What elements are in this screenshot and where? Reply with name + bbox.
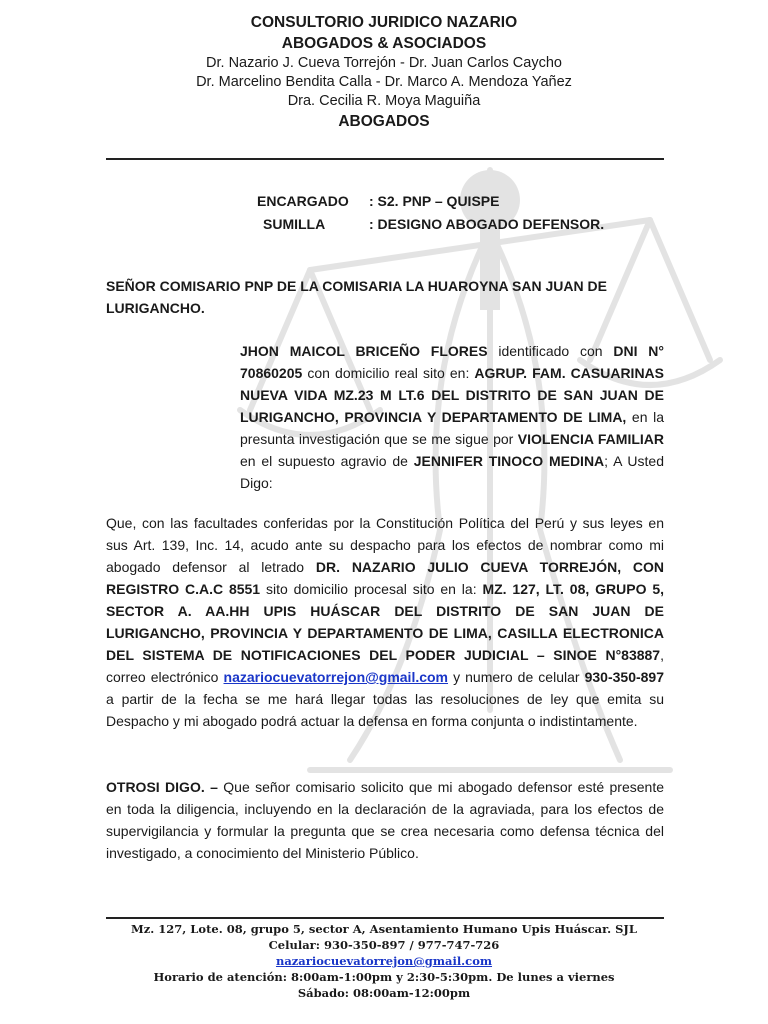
firm-name: CONSULTORIO JURIDICO NAZARIO [250, 14, 518, 31]
crime: VIOLENCIA FAMILIAR [517, 431, 664, 447]
email-link[interactable]: nazariocuevatorrejon@gmail.com [223, 669, 449, 685]
text: Que, con las facultades conferidas por la Constitución Política del Perú y sus leyes en sus Art. 139, Inc. 14, acudo ante su despacho para los efectos de nombrar como mi abogado defensor al letrado [106, 515, 664, 575]
party-name: JHON MAICOL BRICEÑO FLORES [240, 343, 488, 359]
party-dni: DNI N° 70860205 [240, 343, 664, 381]
party-address: AGRUP. FAM. CASUARINAS NUEVA VIDA MZ.23 M LT.6 DEL DISTRITO DE SAN JUAN DE LURIGANCHO, PROVINCIA Y DEPARTAMENTO DE LIMA, [240, 365, 665, 425]
footer-saturday: Sábado: 08:00am-12:00pm [297, 986, 471, 1000]
encargado-label: ENCARGADO [257, 193, 349, 209]
footer-phones: Celular: 930-350-897 / 977-747-726 [268, 938, 500, 952]
procedural-address: MZ. 127, LT. 08, GRUPO 5, SECTOR A. AA.HH UPIS HUÁSCAR DEL DISTRITO DE SAN JUAN DE LURIGANCHO, PROVINCIA Y DEPARTAMENTO DE LIMA, CASILLA ELECTRONICA DEL SISTEMA DE NOTIFICACIONES DEL PODER JUDICIAL – SINOE N°83887 [106, 581, 664, 663]
text: , correo electrónico [106, 647, 664, 685]
letterhead [0, 12, 768, 132]
text: a partir de la fecha se me hará llegar todas las resoluciones de ley que emita su Despacho y mi abogado podrá actuar la defensa en forma conjunta o indistintamente. [106, 691, 664, 729]
phone-number: 930-350-897 [584, 669, 665, 685]
lawyer-name: DR. NAZARIO JULIO CUEVA TORREJÓN, CON REGISTRO C.A.C 8551 [106, 559, 665, 597]
text: en la presunta investigación que se me sigue por [240, 409, 665, 447]
encargado-value: : S2. PNP – QUISPE [369, 193, 500, 209]
otrosi-paragraph [106, 776, 664, 864]
text: con domicilio real sito en: [302, 365, 475, 381]
lawyers-line-2: Dr. Marcelino Bendita Calla - Dr. Marco A. Mendoza Yañez [196, 74, 572, 90]
sumilla-label: SUMILLA [263, 216, 326, 232]
otrosi-label: OTROSI DIGO. – [106, 779, 218, 795]
text: identificado con [487, 343, 614, 359]
text: en el supuesto agravio de [240, 453, 414, 469]
lawyers-line-1: Dr. Nazario J. Cueva Torrejón - Dr. Juan Carlos Caycho [206, 55, 562, 71]
lawyers-line-3: Dra. Cecilia R. Moya Maguiña [287, 93, 481, 109]
identification-paragraph [240, 340, 664, 494]
addressee: SEÑOR COMISARIO PNP DE LA COMISARIA LA HUAROYNA SAN JUAN DE LURIGANCHO. [106, 278, 607, 316]
footer-email-link[interactable]: nazariocuevatorrejon@gmail.com [275, 954, 493, 968]
footer [0, 921, 768, 1001]
firm-subtitle: ABOGADOS & ASOCIADOS [281, 35, 487, 52]
footer-divider [106, 917, 664, 919]
text: ; A Usted Digo: [240, 453, 664, 491]
case-meta [257, 190, 604, 236]
victim: JENNIFER TINOCO MEDINA [413, 453, 605, 469]
footer-hours: Horario de atención: 8:00am-1:00pm y 2:30-5:30pm. De lunes a viernes [153, 970, 615, 984]
header-divider [106, 158, 664, 160]
abogados-label: ABOGADOS [338, 113, 430, 130]
text: sito domicilio procesal sito en la: [260, 581, 483, 597]
sumilla-value: : DESIGNO ABOGADO DEFENSOR. [369, 216, 605, 232]
text: y numero de celular [448, 669, 585, 685]
main-paragraph [106, 512, 664, 732]
footer-address: Mz. 127, Lote. 08, grupo 5, sector A, Asentamiento Humano Upis Huáscar. SJL [131, 922, 637, 936]
text: Que señor comisario solicito que mi abogado defensor esté presente en toda la diligencia, incluyendo en la declaración de la agraviada, para los efectos de supervigilancia y formular la pregunta que se crea necesaria como defensa técnica del investigado, a conocimiento del Ministerio Público. [106, 779, 665, 861]
